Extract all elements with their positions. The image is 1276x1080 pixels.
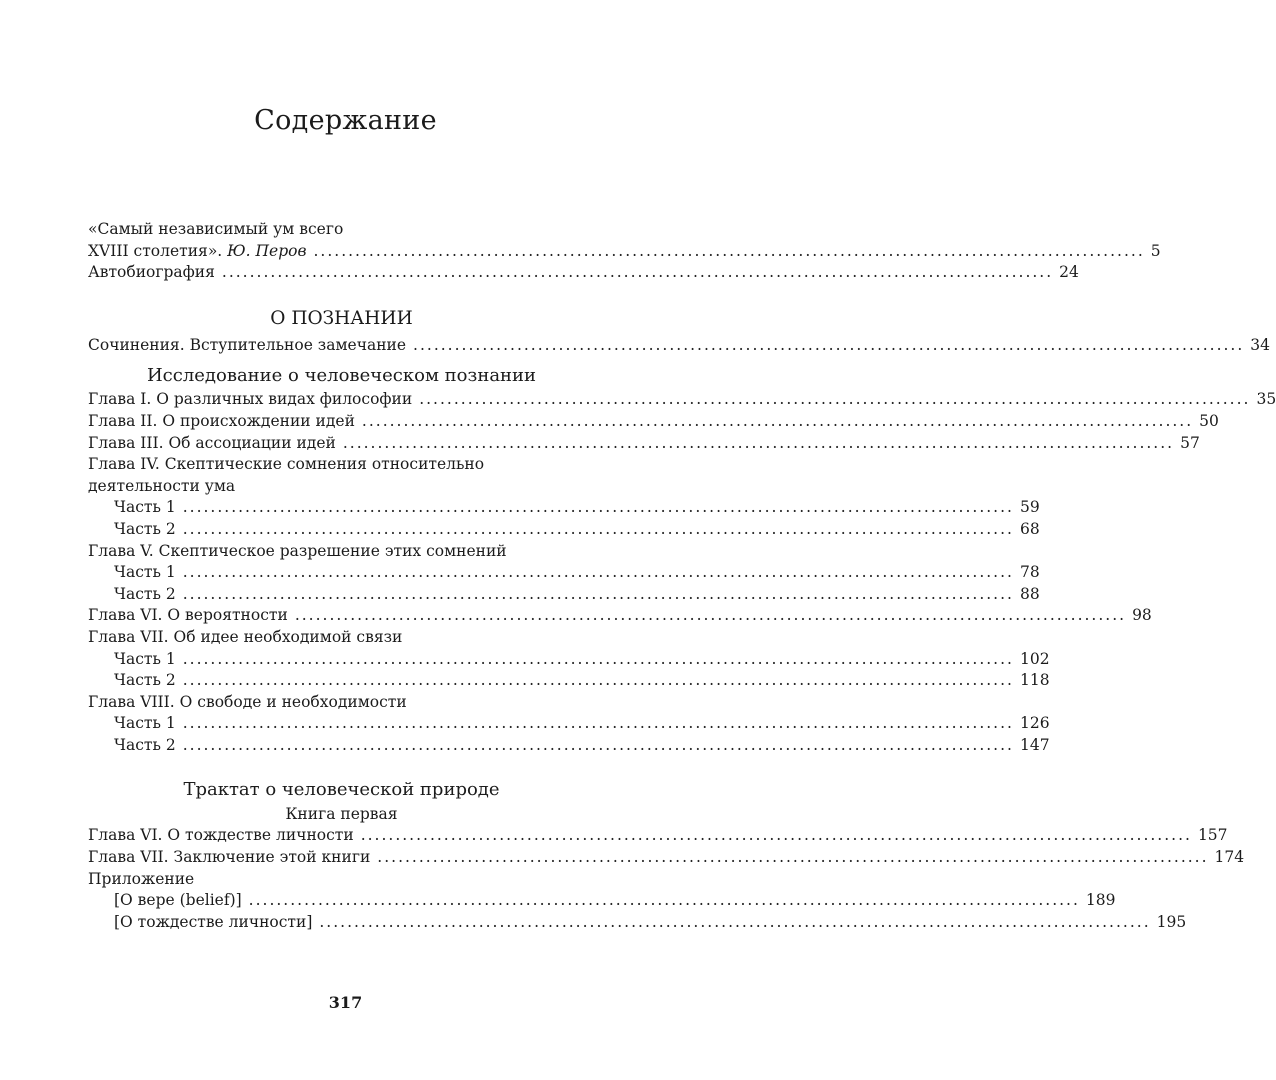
toc-entry-chapter-4-part-1: [88, 497, 1040, 519]
toc-entry-label: Глава VI. О тождестве личности: [88, 826, 354, 845]
toc-chapter-4-title-cont: деятельности ума: [88, 476, 236, 495]
work-title-treatise: Трактат о человеческой природе: [183, 779, 500, 801]
toc-entry-chapter-7-part-2: [88, 670, 1050, 692]
toc-chapter-7-title: Глава VII. Об идее необходимой связи: [88, 627, 403, 646]
table-of-contents: [88, 219, 1276, 933]
toc-entry-label: Часть 2: [114, 671, 176, 690]
toc-entry-label: Глава VI. О вероятности: [88, 606, 288, 625]
leader-dots: ........................................................................................................................: [182, 498, 1014, 517]
toc-page-number: 50: [1199, 411, 1219, 430]
leader-dots: ........................................................................................................................: [248, 891, 1080, 910]
toc-entry-label: Часть 2: [114, 519, 176, 538]
page-number: 317: [328, 993, 363, 1012]
leader-dots: ........................................................................................................................: [182, 671, 1014, 690]
leader-dots: ........................................................................................................................: [377, 848, 1209, 867]
toc-appendix-title: Приложение: [88, 869, 195, 888]
toc-intro-line2: XVIII столетия».: [88, 241, 223, 260]
toc-entry-appendix-identity: [88, 912, 1187, 934]
leader-dots: ........................................................................................................................: [182, 649, 1014, 668]
page-title: Содержание: [254, 105, 437, 136]
toc-page-number: 195: [1156, 912, 1187, 931]
toc-chapter-4-title: Глава IV. Скептические сомнения относительно: [88, 455, 485, 474]
leader-dots: ........................................................................................................................: [413, 335, 1245, 354]
leader-dots: ........................................................................................................................: [419, 390, 1251, 409]
toc-entry-label: Глава II. О происхождении идей: [88, 411, 355, 430]
leader-dots: ........................................................................................................................: [294, 606, 1127, 625]
section-heading: О ПОЗНАНИИ: [270, 307, 413, 329]
leader-dots: ........................................................................................................................: [319, 912, 1151, 931]
toc-entry-chapter-5-part-2: [88, 584, 1040, 606]
toc-entry-label: Часть 1: [114, 498, 176, 517]
toc-chapter-8-title: Глава VIII. О свободе и необходимости: [88, 692, 407, 711]
toc-entry-treatise-chapter-6: [88, 825, 1228, 847]
toc-page-number: 78: [1019, 563, 1040, 582]
toc-page-number: 59: [1019, 498, 1040, 517]
toc-entry-label: Глава III. Об ассоциации идей: [88, 433, 336, 452]
leader-dots: ........................................................................................................................: [182, 563, 1014, 582]
toc-entry-chapter-6: [88, 605, 1152, 627]
toc-entry-chapter-5-part-1: [88, 562, 1040, 584]
toc-intro-author: Ю. Перов: [227, 241, 307, 260]
toc-entry-label: Часть 2: [114, 584, 176, 603]
toc-entry-label: [О тождестве личности]: [114, 912, 313, 931]
toc-entry-chapter-1: [88, 389, 1276, 411]
toc-entry-label: Часть 1: [114, 714, 176, 733]
toc-entry-chapter-4-part-2: [88, 519, 1040, 541]
toc-page-number: 5: [1150, 241, 1161, 260]
toc-page-number: 126: [1019, 714, 1050, 733]
toc-page-number: 34: [1250, 335, 1271, 354]
toc-entry-chapter-8-part-2: [88, 735, 1050, 757]
toc-page-number: 35: [1256, 390, 1276, 409]
toc-entry-label: Глава I. О различных видах философии: [88, 390, 413, 409]
toc-entry-label: Часть 1: [114, 563, 176, 582]
toc-entry-chapter-3: [88, 433, 1200, 455]
toc-page-number: 98: [1132, 606, 1152, 625]
leader-dots: ........................................................................................................................: [182, 714, 1014, 733]
toc-entry-label: Часть 2: [114, 735, 176, 754]
toc-page-number: 68: [1019, 519, 1040, 538]
toc-chapter-5-title: Глава V. Скептическое разрешение этих сомнений: [88, 541, 507, 560]
toc-page-number: 189: [1085, 891, 1116, 910]
toc-intro-line1: «Самый независимый ум всего: [88, 220, 344, 238]
leader-dots: ........................................................................................................................: [182, 735, 1014, 754]
toc-page-number: 57: [1180, 433, 1200, 452]
leader-dots: ........................................................................................................................: [182, 584, 1014, 603]
toc-page-number: 157: [1197, 826, 1228, 845]
toc-entry-chapter-7-part-1: [88, 649, 1050, 671]
leader-dots: ........................................................................................................................: [361, 411, 1194, 430]
leader-dots: ........................................................................................................................: [313, 241, 1145, 260]
toc-entry-works: [88, 335, 1271, 357]
toc-entry-label: Часть 1: [114, 649, 176, 668]
toc-entry-label: [О вере (belief)]: [114, 891, 242, 910]
work-title-inquiry: Исследование о человеческом познании: [146, 365, 537, 387]
toc-entry-chapter-8-part-1: [88, 713, 1050, 735]
toc-page-number: 102: [1019, 649, 1050, 668]
toc-page-number: 147: [1019, 735, 1050, 754]
toc-page-number: 88: [1019, 584, 1040, 603]
toc-page-number: 174: [1214, 848, 1245, 867]
leader-dots: ........................................................................................................................: [182, 519, 1014, 538]
toc-entry-appendix-belief: [88, 890, 1116, 912]
toc-entry-label: Глава VII. Заключение этой книги: [88, 848, 371, 867]
leader-dots: ........................................................................................................................: [360, 826, 1192, 845]
toc-entry-intro: [88, 241, 1161, 263]
toc-entry-chapter-2: [88, 411, 1219, 433]
toc-page-number: 24: [1059, 263, 1079, 282]
toc-page-number: 118: [1019, 671, 1050, 690]
toc-entry-autobiography: [88, 262, 1079, 284]
toc-entry-label: Автобиография: [88, 263, 215, 282]
book-subtitle: Книга первая: [285, 805, 398, 824]
toc-entry-treatise-chapter-7: [88, 847, 1245, 869]
leader-dots: ........................................................................................................................: [342, 433, 1175, 452]
toc-entry-label: Сочинения. Вступительное замечание: [88, 335, 407, 354]
leader-dots: ........................................................................................................................: [221, 263, 1054, 282]
